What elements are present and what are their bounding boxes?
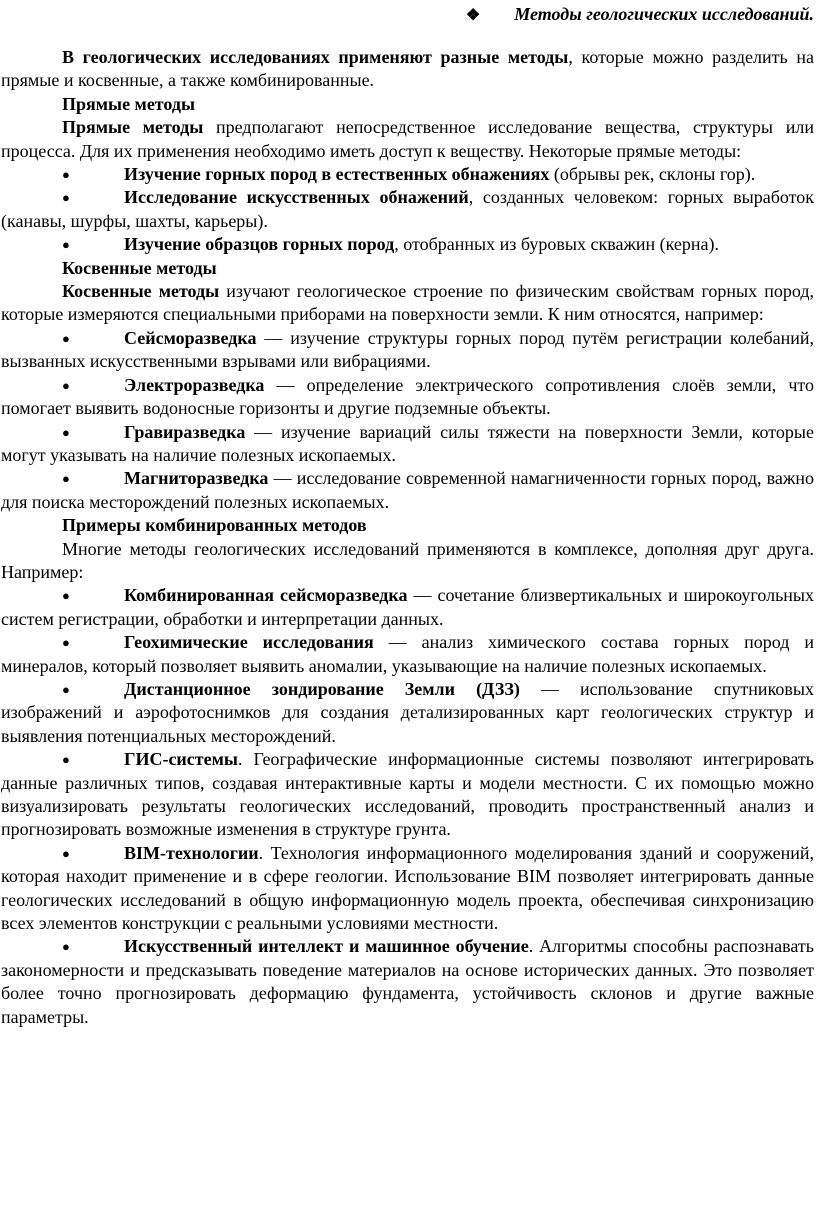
item-rest: . Географические информационные системы позволяют интегрировать данные различных типов, создавая интерактивные карты и модели местности. С их помощью можно визуализировать результаты геологических исследований, проводить пространственный анализ и прогнозировать возможные изменения в структуре грунта. <box>1 749 814 840</box>
direct-methods-title: Прямые методы <box>62 93 196 114</box>
combined-methods-title: Примеры комбинированных методов <box>62 515 367 536</box>
item-bold: Исследование искусственных обнажений <box>124 187 469 208</box>
item-bold: ГИС-системы <box>124 749 238 770</box>
item-bold: Искусственный интеллект и машинное обучение <box>124 936 529 957</box>
bullet-icon: ● <box>62 424 70 440</box>
indirect-methods-lead <box>1 280 814 327</box>
item-bold: Электроразведка <box>124 374 265 395</box>
heading-text: Методы геологических исследований. <box>514 4 814 24</box>
document-heading <box>1 0 814 27</box>
item-bold: BIM-технологии <box>124 842 259 863</box>
bullet-icon: ● <box>62 588 70 604</box>
list-item <box>1 421 814 468</box>
intro-rest: , которые можно разделить на прямые и косвенные, а также комбинированные. <box>1 47 814 91</box>
list-item <box>1 233 814 256</box>
bullet-icon: ● <box>62 377 70 393</box>
item-bold: Магниторазведка <box>124 468 269 489</box>
list-item <box>1 748 814 842</box>
direct-lead-rest: предполагают непосредственное исследование вещества, структуры или процесса. Для их применения необходимо иметь доступ к веществу. Некоторые прямые методы: <box>1 117 814 161</box>
item-rest: . Алгоритмы способны распознавать закономерности и предсказывать поведение материалов на основе исторических данных. Это позволяет более точно прогнозировать деформацию фундамента, устойчивость склонов и другие важные параметры. <box>1 936 814 1027</box>
list-item <box>1 842 814 936</box>
direct-methods-lead <box>1 116 814 163</box>
direct-lead-bold: Прямые методы <box>62 117 204 138</box>
list-item <box>1 584 814 631</box>
bullet-icon: ● <box>62 845 70 861</box>
list-item <box>1 163 814 186</box>
bullet-icon: ● <box>62 635 70 651</box>
bullet-icon: ● <box>62 752 70 768</box>
bullet-icon: ● <box>62 237 70 253</box>
item-rest: , отобранных из буровых скважин (керна). <box>394 234 720 255</box>
bullet-icon: ● <box>62 167 70 183</box>
item-rest: — анализ химического состава горных пород и минералов, который позволяет выявить аномалии, указывающие на наличие полезных ископаемых. <box>1 632 815 676</box>
item-rest: . Технология информационного моделирования зданий и сооружений, которая находит применение и в сфере геологии. Использование BIM позволяет интегрировать данные геологических исследований в общую информационную модель проекта, обеспечивая синхронизацию всех элементов конструкции с реальными условиями местности. <box>1 842 814 934</box>
item-rest: — использование спутниковых изображений и аэрофотоснимков для создания детализированных карт геологических структур и выявления потенциальных месторождений. <box>1 678 814 746</box>
item-rest: — изучение вариаций силы тяжести на поверхности Земли, которые могут указывать на наличие полезных ископаемых. <box>1 421 814 465</box>
bullet-icon: ● <box>62 330 70 346</box>
bullet-icon: ● <box>62 939 70 955</box>
combined-methods-lead: Многие методы геологических исследований применяются в комплексе, дополняя друг друга. Например: <box>1 538 814 582</box>
list-item <box>1 467 814 514</box>
list-item <box>1 374 814 421</box>
bullet-icon: ● <box>62 681 70 697</box>
indirect-lead-bold: Косвенные методы <box>62 281 220 302</box>
list-item <box>1 327 814 374</box>
item-rest: — исследование современной намагниченности горных пород, важно для поиска месторождений полезных ископаемых. <box>1 468 814 512</box>
indirect-lead-rest: изучают геологическое строение по физическим свойствам горных пород, которые измеряются специальными приборами на поверхности земли. К ним относятся, например: <box>1 281 814 325</box>
intro-paragraph <box>1 46 814 93</box>
list-item <box>1 678 814 748</box>
item-bold: Сейсморазведка <box>124 327 257 348</box>
item-bold: Изучение горных пород в естественных обнажениях <box>124 164 550 185</box>
item-bold: Гравиразведка <box>124 421 246 442</box>
diamond-bullet-icon: ❖ <box>465 7 481 24</box>
item-rest: (обрывы рек, склоны гор). <box>549 164 756 185</box>
item-rest: — сочетание близвертикальных и широкоугольных систем регистрации, обработки и интерпретации данных. <box>1 585 815 629</box>
intro-bold: В геологических исследованиях применяют разные методы <box>62 47 569 67</box>
item-bold: Изучение образцов горных пород <box>124 234 395 255</box>
item-rest: , созданных человеком: горных выработок (канавы, шурфы, шахты, карьеры). <box>1 187 814 231</box>
list-item <box>1 935 814 1029</box>
item-bold: Геохимические исследования <box>124 632 374 653</box>
item-bold: Комбинированная сейсморазведка <box>124 585 408 606</box>
indirect-methods-title: Косвенные методы <box>62 257 217 278</box>
bullet-icon: ● <box>62 471 70 487</box>
list-item <box>1 631 814 678</box>
item-bold: Дистанционное зондирование Земли (ДЗЗ) <box>124 678 520 699</box>
item-rest: — изучение структуры горных пород путём регистрации колебаний, вызванных искусственными взрывами или вибрациями. <box>1 327 814 372</box>
list-item <box>1 186 814 233</box>
item-rest: — определение электрического сопротивления слоёв земли, что помогает выявить водоносные горизонты и другие подземные объекты. <box>1 374 814 419</box>
bullet-icon: ● <box>62 190 70 206</box>
